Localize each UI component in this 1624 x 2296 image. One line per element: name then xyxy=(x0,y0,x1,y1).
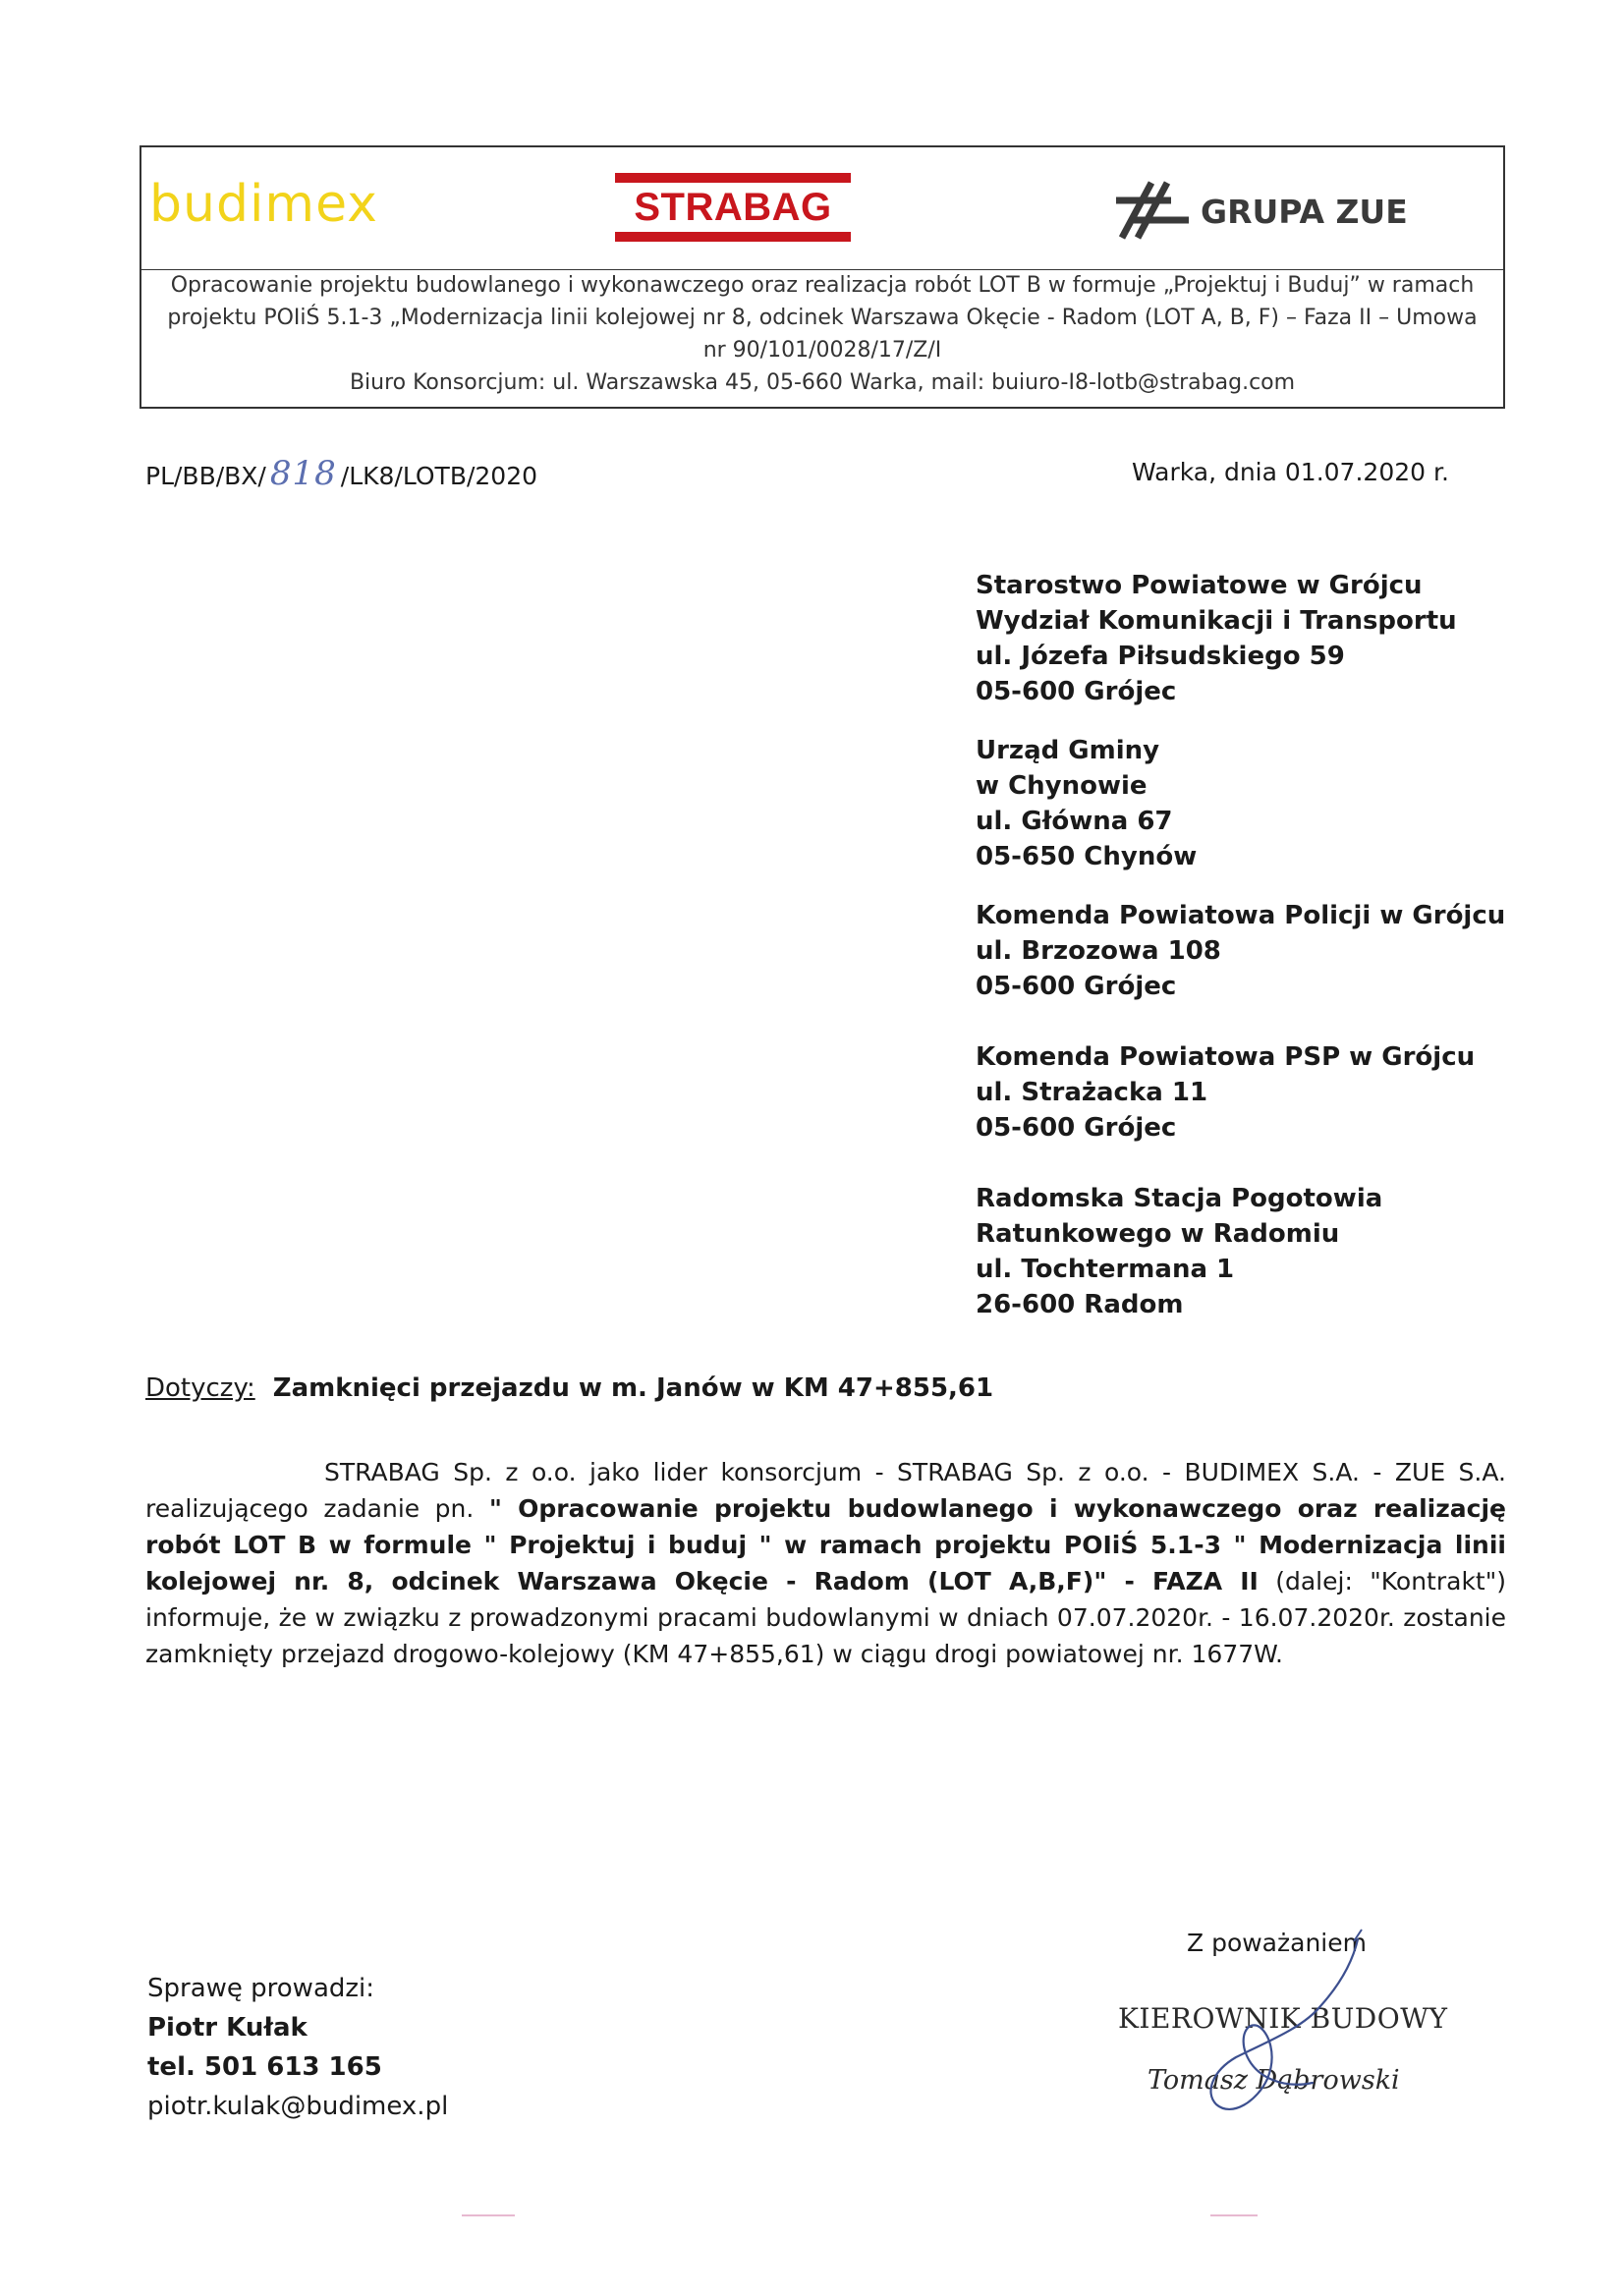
stamp-title: KIEROWNIK BUDOWY xyxy=(1118,2002,1448,2035)
recipient-line: 05-600 Grójec xyxy=(976,1113,1177,1143)
recipient-line: Urząd Gminy xyxy=(976,736,1160,765)
handwritten-number: 818 xyxy=(269,454,337,493)
recipient-block xyxy=(976,898,1505,1004)
subject-line xyxy=(145,1373,993,1403)
scan-artifact xyxy=(1210,2214,1258,2216)
reference-suffix: /LK8/LOTB/2020 xyxy=(340,462,538,490)
recipient-line: 05-650 Chynów xyxy=(976,842,1198,871)
recipient-line: ul. Tochtermana 1 xyxy=(976,1255,1235,1284)
contact-phone: tel. 501 613 165 xyxy=(147,2052,382,2082)
recipient-block xyxy=(976,733,1197,874)
letter-date: Warka, dnia 01.07.2020 r. xyxy=(1132,458,1449,486)
contact-label: Sprawę prowadzi: xyxy=(147,1974,375,2003)
contact-name: Piotr Kułak xyxy=(147,2013,308,2043)
subject-value: Zamknięci przejazdu w m. Janów w KM 47+855,61 xyxy=(272,1373,994,1403)
recipient-block xyxy=(976,1181,1382,1322)
recipient-line: Radomska Stacja Pogotowia xyxy=(976,1184,1383,1213)
letterhead-box xyxy=(140,145,1505,409)
recipient-line: ul. Główna 67 xyxy=(976,807,1173,836)
closing-greeting: Z poważaniem xyxy=(1187,1929,1367,1957)
zue-logo-text: GRUPA ZUE xyxy=(1201,193,1408,231)
body-intro: STRABAG Sp. z o.o. jako lider konsorcjum - STRABAG Sp. z o.o. - BUDIMEX S.A. - ZUE S.A. realizującego zadanie pn. xyxy=(145,1458,1506,1523)
letter-body xyxy=(145,1454,1506,1672)
zue-mark-icon xyxy=(1114,179,1193,242)
project-description-line: nr 90/101/0028/17/Z/I xyxy=(702,338,942,363)
strabag-logo-bar-top xyxy=(615,173,851,183)
recipient-line: 05-600 Grójec xyxy=(976,972,1177,1001)
stamp-name: Tomasz Dąbrowski xyxy=(1148,2065,1400,2096)
recipient-line: Wydział Komunikacji i Transportu xyxy=(976,606,1457,636)
reference-prefix: PL/BB/BX/ xyxy=(145,462,266,490)
contact-email: piotr.kulak@budimex.pl xyxy=(147,2092,449,2121)
body-project-title: " Opracowanie projektu budowlanego i wykonawczego oraz realizację robót LOT B w formule " Projektuj i buduj " w ramach projektu POIiŚ 5.1-3 " Modernizacja linii kolejowej nr. 8, odcinek Warszawa Okęcie - Radom (LOT A,B,F)" - FAZA II xyxy=(145,1494,1506,1596)
project-description-line: projektu POIiŚ 5.1-3 „Modernizacja linii kolejowej nr 8, odcinek Warszawa Okęcie - Radom (LOT A, B, F) – Faza II – Umowa xyxy=(167,306,1478,330)
recipient-line: Starostwo Powiatowe w Grójcu xyxy=(976,571,1423,600)
project-description xyxy=(141,269,1503,399)
scan-artifact xyxy=(462,2214,515,2216)
subject-label: Dotyczy: xyxy=(145,1373,255,1403)
recipient-line: Ratunkowego w Radomiu xyxy=(976,1219,1340,1249)
budimex-logo: budimex xyxy=(149,175,378,234)
recipient-line: ul. Strażacka 11 xyxy=(976,1078,1208,1107)
consortium-office-line: Biuro Konsorcjum: ul. Warszawska 45, 05-660 Warka, mail: buiuro-I8-lotb@strabag.com xyxy=(349,370,1296,395)
handwritten-signature xyxy=(1110,1926,1405,2142)
recipient-block xyxy=(976,568,1457,709)
contact-block xyxy=(147,1969,448,2126)
recipient-line: 26-600 Radom xyxy=(976,1290,1184,1319)
recipient-line: ul. Józefa Piłsudskiego 59 xyxy=(976,642,1345,671)
strabag-logo-text: STRABAG xyxy=(634,186,832,229)
project-description-line: Opracowanie projektu budowlanego i wykonawczego oraz realizacja robót LOT B w formuje „Projektuj i Buduj” w ramach xyxy=(170,273,1475,298)
recipient-line: Komenda Powiatowa Policji w Grójcu xyxy=(976,901,1506,930)
recipient-line: ul. Brzozowa 108 xyxy=(976,936,1221,966)
recipient-line: Komenda Powiatowa PSP w Grójcu xyxy=(976,1042,1476,1072)
recipient-line: 05-600 Grójec xyxy=(976,677,1177,706)
recipient-line: w Chynowie xyxy=(976,771,1148,801)
strabag-logo-bar-bottom xyxy=(615,232,851,242)
logo-row xyxy=(141,147,1503,270)
body-notice: (dalej: "Kontrakt") informuje, że w związku z prowadzonymi pracami budowlanymi w dniach 07.07.2020r. - 16.07.2020r. zostanie zamknięty przejazd drogowo-kolejowy (KM 47+855,61) w ciągu drogi powiatowej nr. 1677W. xyxy=(145,1567,1506,1668)
recipient-block xyxy=(976,1039,1475,1146)
strabag-logo xyxy=(615,173,851,242)
reference-number xyxy=(145,454,537,493)
